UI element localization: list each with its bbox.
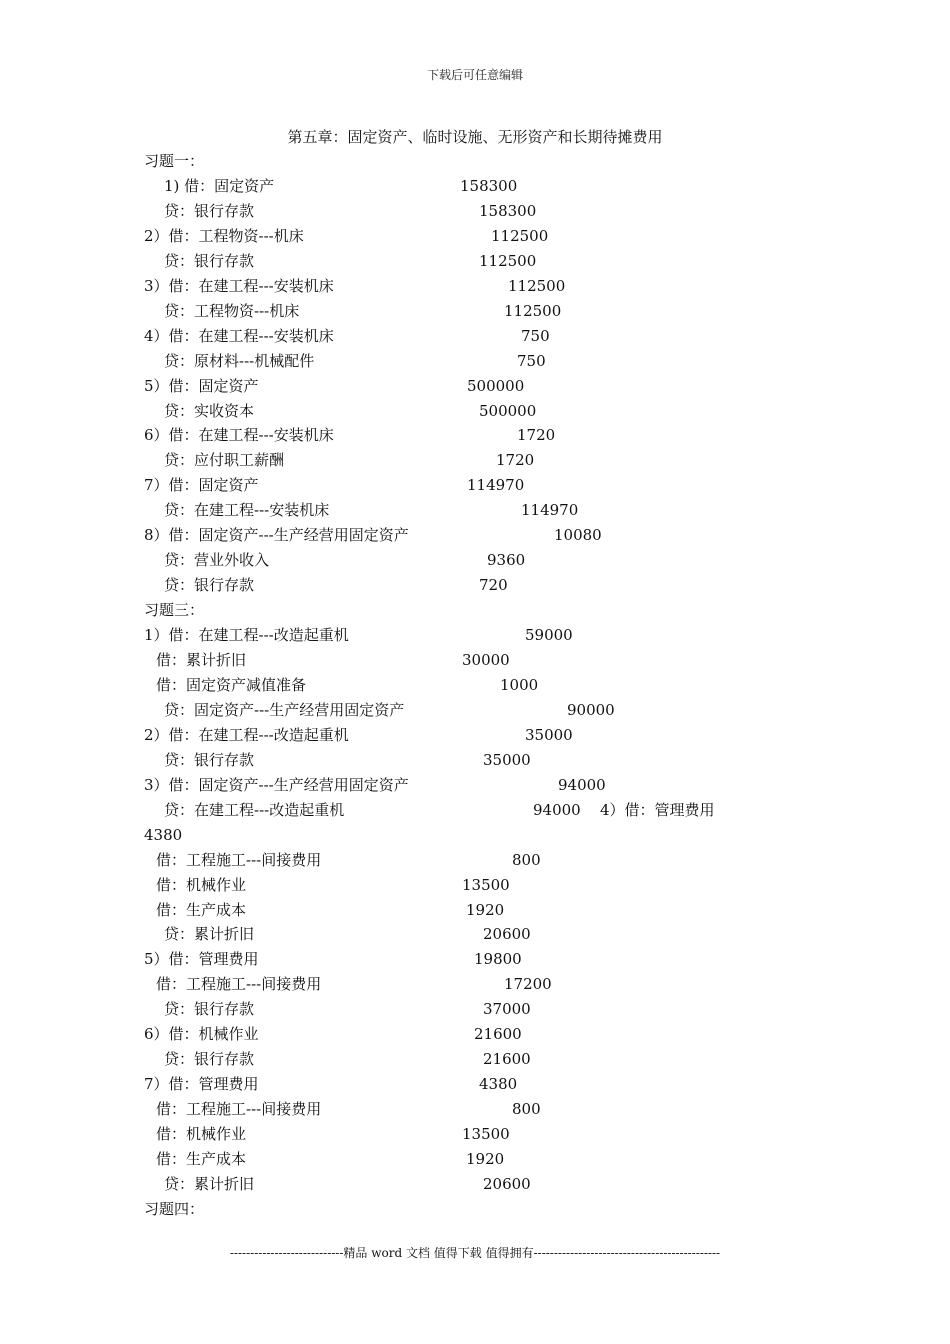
- entry-amount: 500000: [467, 377, 525, 395]
- entry-text: 贷：累计折旧: [164, 925, 255, 943]
- entry-amount: 17200: [504, 975, 552, 993]
- entry-amount: 10080: [554, 526, 602, 544]
- entry-text: 3）借：在建工程---安装机床: [144, 277, 334, 295]
- entry-text: 贷：累计折旧: [164, 1175, 255, 1193]
- entry-text: 贷：营业外收入: [164, 551, 270, 569]
- entry-text: 贷：在建工程---安装机床: [164, 501, 330, 519]
- entry-amount: 750: [521, 327, 550, 345]
- entry-text: 1) 借：固定资产: [164, 177, 275, 195]
- entry-text: 4）借：在建工程---安装机床: [144, 327, 334, 345]
- entry-text: 借：机械作业: [156, 1125, 247, 1143]
- entry-amount: 37000: [483, 1000, 531, 1018]
- entry-amount: 4380: [479, 1075, 518, 1093]
- entry-amount: 112500: [508, 277, 566, 295]
- entry-amount: 1720: [496, 451, 535, 469]
- entry-amount: 720: [479, 576, 508, 594]
- entry-amount: 9360: [487, 551, 526, 569]
- entry-amount: 13500: [462, 876, 510, 894]
- entry-amount: 750: [517, 352, 546, 370]
- entry-amount: 112500: [491, 227, 549, 245]
- entry-amount: 20600: [483, 925, 531, 943]
- entry-amount: 800: [512, 1100, 541, 1118]
- entry-text: 6）借：在建工程---安装机床: [144, 426, 334, 444]
- entry-amount: 1920: [466, 901, 505, 919]
- entry-text: 贷：银行存款: [164, 1050, 255, 1068]
- entry-text: 贷：银行存款: [164, 751, 255, 769]
- entry-text: 贷：实收资本: [164, 402, 255, 420]
- entry-text: 习题三：: [144, 601, 205, 619]
- entry-text: 借：生产成本: [156, 1150, 247, 1168]
- entry-amount: 19800: [474, 950, 522, 968]
- entry-amount: 59000: [525, 626, 573, 644]
- entry-amount: 1720: [517, 426, 556, 444]
- entry-text: 借：工程施工---间接费用: [156, 851, 322, 869]
- entry-text: 借：生产成本: [156, 901, 247, 919]
- entry-amount: 35000: [483, 751, 531, 769]
- entry-text: 贷：原材料---机械配件: [164, 352, 315, 370]
- entry-text: 8）借：固定资产---生产经营用固定资产: [144, 526, 409, 544]
- entry-text: 2）借：工程物资---机床: [144, 227, 304, 245]
- chapter-title: 第五章：固定资产、临时设施、无形资产和长期待摊费用: [287, 128, 663, 146]
- entry-amount: 13500: [462, 1125, 510, 1143]
- entry-text: 贷：银行存款: [164, 252, 255, 270]
- entry-amount: 800: [512, 851, 541, 869]
- entry-amount: 94000: [558, 776, 606, 794]
- entry-amount: 500000: [479, 402, 537, 420]
- entry-amount: 20600: [483, 1175, 531, 1193]
- entry-amount: 112500: [504, 302, 562, 320]
- entry-text: 贷：在建工程---改造起重机: [164, 801, 345, 819]
- entry-amount: 21600: [474, 1025, 522, 1043]
- entry-text: 5）借：固定资产: [144, 377, 259, 395]
- entry-text: 借：固定资产减值准备: [156, 676, 307, 694]
- page-footer: ----------------------------精品 word 文档 值得下载 值得拥有----------------------------------------------: [229, 1246, 721, 1260]
- entry-amount: 30000: [462, 651, 510, 669]
- page-header: 下载后可任意编辑: [426, 68, 523, 82]
- entry-amount: 1000: [500, 676, 539, 694]
- entry-text: 借：工程施工---间接费用: [156, 1100, 322, 1118]
- entry-amount: 35000: [525, 726, 573, 744]
- entry-text: 2）借：在建工程---改造起重机: [144, 726, 349, 744]
- entry-amount: 90000: [567, 701, 615, 719]
- entry-continuation: 4）借：管理费用: [600, 801, 715, 819]
- entry-text: 贷：应付职工薪酬: [164, 451, 285, 469]
- entry-text: 7）借：固定资产: [144, 476, 259, 494]
- entry-text: 5）借：管理费用: [144, 950, 259, 968]
- entry-text: 借：工程施工---间接费用: [156, 975, 322, 993]
- entry-text: 7）借：管理费用: [144, 1075, 259, 1093]
- entry-amount: 1920: [466, 1150, 505, 1168]
- entry-amount: 114970: [467, 476, 525, 494]
- entry-text: 习题四：: [144, 1200, 205, 1218]
- entry-amount: 114970: [521, 501, 579, 519]
- entry-amount: 94000: [533, 801, 581, 819]
- entry-text: 贷：工程物资---机床: [164, 302, 300, 320]
- entry-amount: 112500: [479, 252, 537, 270]
- entry-text: 贷：银行存款: [164, 576, 255, 594]
- entry-text: 贷：银行存款: [164, 202, 255, 220]
- entry-text: 贷：银行存款: [164, 1000, 255, 1018]
- entry-text: 3）借：固定资产---生产经营用固定资产: [144, 776, 409, 794]
- entry-amount: 158300: [479, 202, 537, 220]
- entry-text: 贷：固定资产---生产经营用固定资产: [164, 701, 405, 719]
- entry-amount: 21600: [483, 1050, 531, 1068]
- entry-text: 6）借：机械作业: [144, 1025, 259, 1043]
- entry-text: 借：累计折旧: [156, 651, 247, 669]
- entry-text: 习题一：: [144, 152, 205, 170]
- entry-text: 借：机械作业: [156, 876, 247, 894]
- entry-amount: 158300: [460, 177, 518, 195]
- entry-text: 4380: [144, 826, 183, 844]
- entry-text: 1）借：在建工程---改造起重机: [144, 626, 349, 644]
